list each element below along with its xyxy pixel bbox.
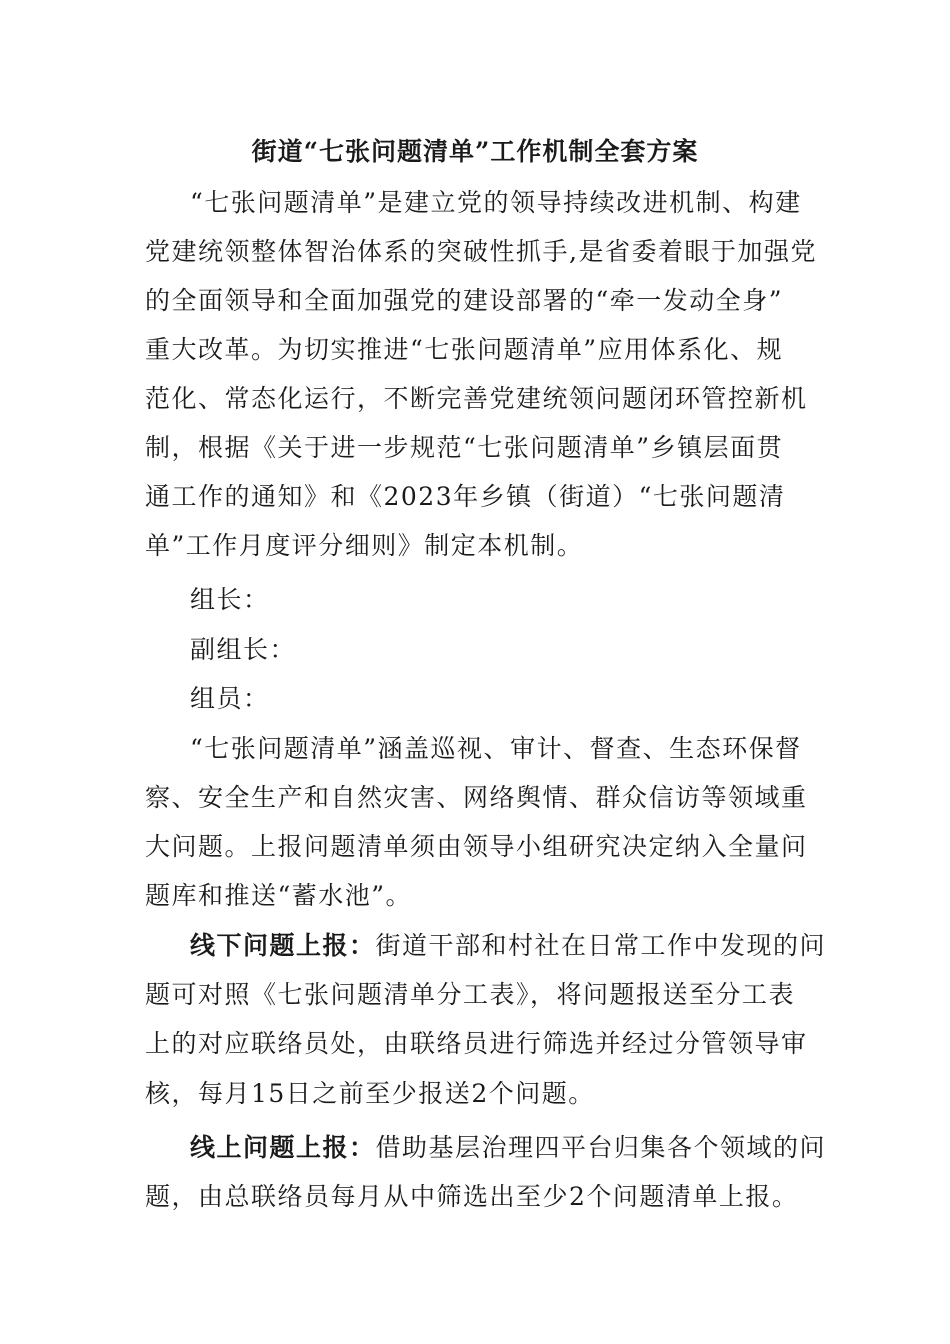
intro-line: 单”工作月度评分细则》制定本机制。 (145, 531, 584, 560)
offline-line: 题可对照《七张问题清单分工表》，将问题报送至分工表 (145, 980, 796, 1009)
intro-line: 通工作的通知》和《2023年乡镇（街道）“七张问题清 (145, 482, 786, 511)
intro-line: 的全面领导和全面加强党的建设部署的“牵一发动全身” (145, 286, 784, 315)
scope-line: “七张问题清单”涵盖巡视、审计、督查、生态环保督 (190, 734, 802, 763)
intro-line: 重大改革。为切实推进“七张问题清单”应用体系化、规 (145, 335, 784, 364)
online-line: 题，由总联络员每月从中筛选出至少2个问题清单上报。 (145, 1182, 799, 1211)
offline-first-line (190, 926, 826, 966)
online-first-text: 借助基层治理四平台归集各个领域的问 (375, 1133, 827, 1162)
role-deputy: 副组长： (190, 635, 297, 664)
online-heading: 线上问题上报： (190, 1133, 376, 1162)
role-members: 组员： (190, 684, 270, 713)
intro-line: 制，根据《关于进一步规范“七张问题清单”乡镇层面贯 (145, 433, 784, 462)
scope-line: 大问题。上报问题清单须由领导小组研究决定纳入全量问 (145, 832, 808, 861)
scope-line: 察、安全生产和自然灾害、网络舆情、群众信访等领域重 (145, 783, 808, 812)
online-first-line (190, 1128, 826, 1168)
document-title: 街道“七张问题清单”工作机制全套方案 (251, 137, 699, 166)
offline-heading: 线下问题上报： (190, 931, 376, 960)
intro-line: 党建统领整体智治体系的突破性抓手,是省委着眼于加强党 (145, 237, 817, 266)
offline-line: 上的对应联络员处，由联络员进行筛选并经过分管领导审 (145, 1029, 808, 1058)
offline-line: 核，每月15日之前至少报送2个问题。 (145, 1079, 595, 1108)
intro-line: “七张问题清单”是建立党的领导持续改进机制、构建 (190, 188, 802, 217)
scope-line: 题库和推送“蓄水池”。 (145, 881, 413, 910)
intro-line: 范化、常态化运行，不断完善党建统领问题闭环管控新机 (145, 384, 808, 413)
role-leader: 组长： (190, 585, 270, 614)
offline-first-text: 街道干部和村社在日常工作中发现的问 (375, 931, 827, 960)
